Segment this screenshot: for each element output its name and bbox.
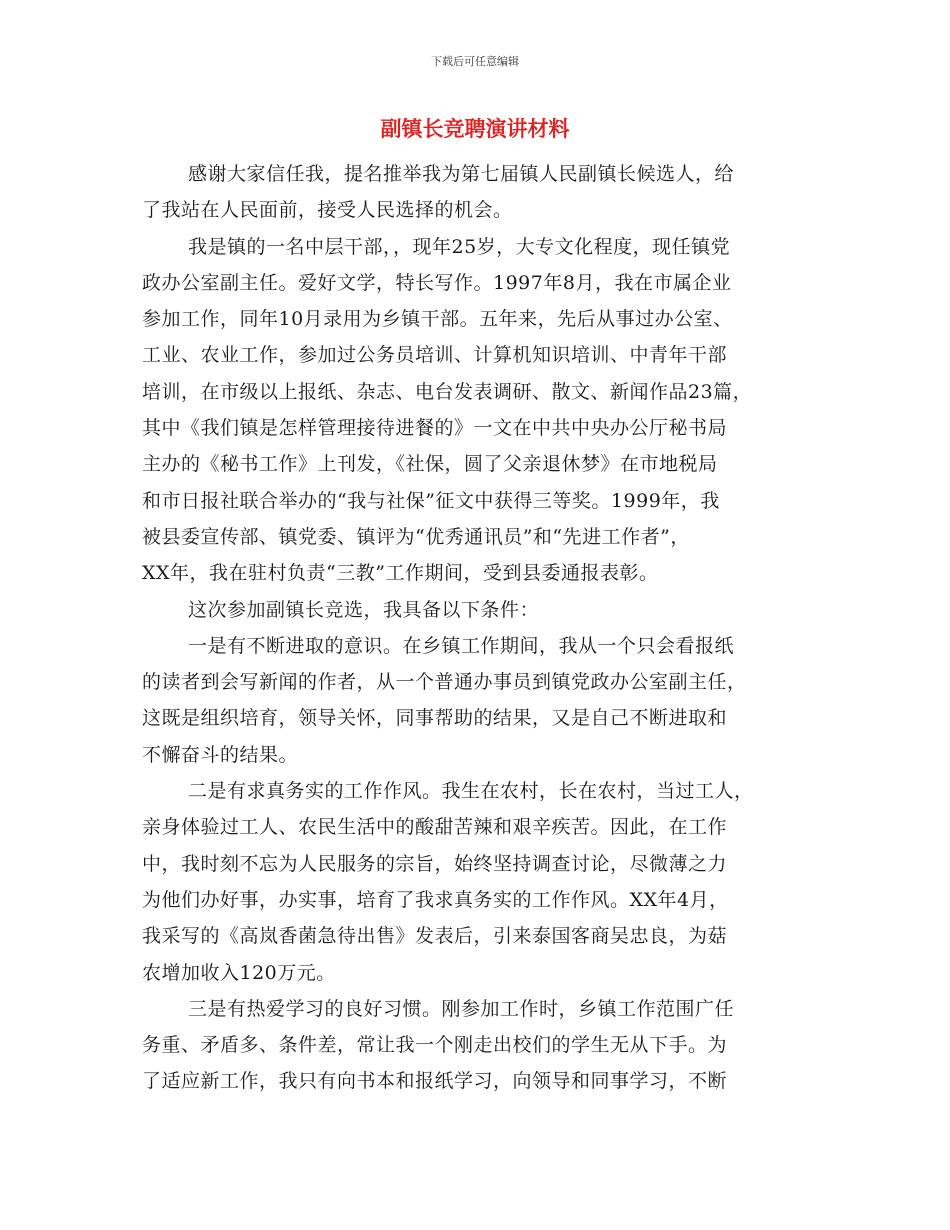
text-line: 了我站在人民面前，接受人民选择的机会。 <box>142 199 513 222</box>
text-line: 不懈奋斗的结果。 <box>142 743 299 766</box>
text-line: 二是有求真务实的工作作风。我生在农村，长在农村，当过工人， <box>188 780 754 803</box>
text-line: 亲身体验过工人、农民生活中的酸甜苦辣和艰辛疾苦。因此，在工作 <box>142 816 728 839</box>
document-body <box>142 156 812 1100</box>
text-line: 感谢大家信任我，提名推举我为第七届镇人民副镇长候选人，给 <box>188 163 735 185</box>
text-line: 政办公室副主任。爱好文学，特长写作。1997年8月，我在市属企业 <box>142 271 732 294</box>
text-line: 我采写的《高岚香菌急待出售》发表后，引来泰国客商吴忠良，为菇 <box>142 925 728 948</box>
document-title: 副镇长竞聘演讲材料 <box>380 117 570 141</box>
header-note: 下载后可任意编辑 <box>431 55 519 68</box>
text-line: 这次参加副镇长竞选，我具备以下条件： <box>188 598 540 621</box>
text-line: 三是有热爱学习的良好习惯。刚参加工作时，乡镇工作范围广任 <box>188 997 735 1020</box>
text-line: 一是有不断进取的意识。在乡镇工作期间，我从一个只会看报纸 <box>188 634 735 657</box>
text-line: 和市日报社联合举办的“我与社保”征文中获得三等奖。1999年，我 <box>142 489 720 512</box>
text-line: 被县委宣传部、镇党委、镇评为“优秀通讯员”和“先进工作者”， <box>142 525 690 548</box>
text-line: 的读者到会写新闻的作者，从一个普通办事员到镇党政办公室副主任， <box>142 671 747 694</box>
text-line: 其中《我们镇是怎样管理接待进餐的》一文在中共中央办公厅秘书局 <box>142 417 728 440</box>
text-line: 农增加收入120万元。 <box>142 961 336 984</box>
text-line: 我是镇的一名中层干部，，现年25岁，大专文化程度，现任镇党 <box>188 235 731 258</box>
text-line: 了适应新工作，我只有向书本和报纸学习，向领导和同事学习，不断 <box>142 1070 728 1093</box>
text-line: 这既是组织培育，领导关怀，同事帮助的结果，又是自己不断进取和 <box>142 707 728 730</box>
text-line: 中，我时刻不忘为人民服务的宗旨，始终坚持调查讨论，尽微薄之力 <box>142 852 728 875</box>
text-line: 工业、农业工作，参加过公务员培训、计算机知识培训、中青年干部 <box>142 344 728 367</box>
text-line: XX年，我在驻村负责“三教”工作期间，受到县委通报表彰。 <box>142 562 659 585</box>
text-line: 参加工作，同年10月录用为乡镇干部。五年来，先后从事过办公室、 <box>142 308 733 331</box>
text-line: 主办的《秘书工作》上刊发，《社保，圆了父亲退休梦》在市地税局 <box>142 453 718 476</box>
text-line: 为他们办好事，办实事，培育了我求真务实的工作作风。XX年4月， <box>142 888 729 911</box>
text-line: 培训，在市级以上报纸、杂志、电台发表调研、散文、新闻作品23篇， <box>142 380 753 403</box>
text-line: 务重、矛盾多、条件差，常让我一个刚走出校们的学生无从下手。为 <box>142 1034 728 1057</box>
